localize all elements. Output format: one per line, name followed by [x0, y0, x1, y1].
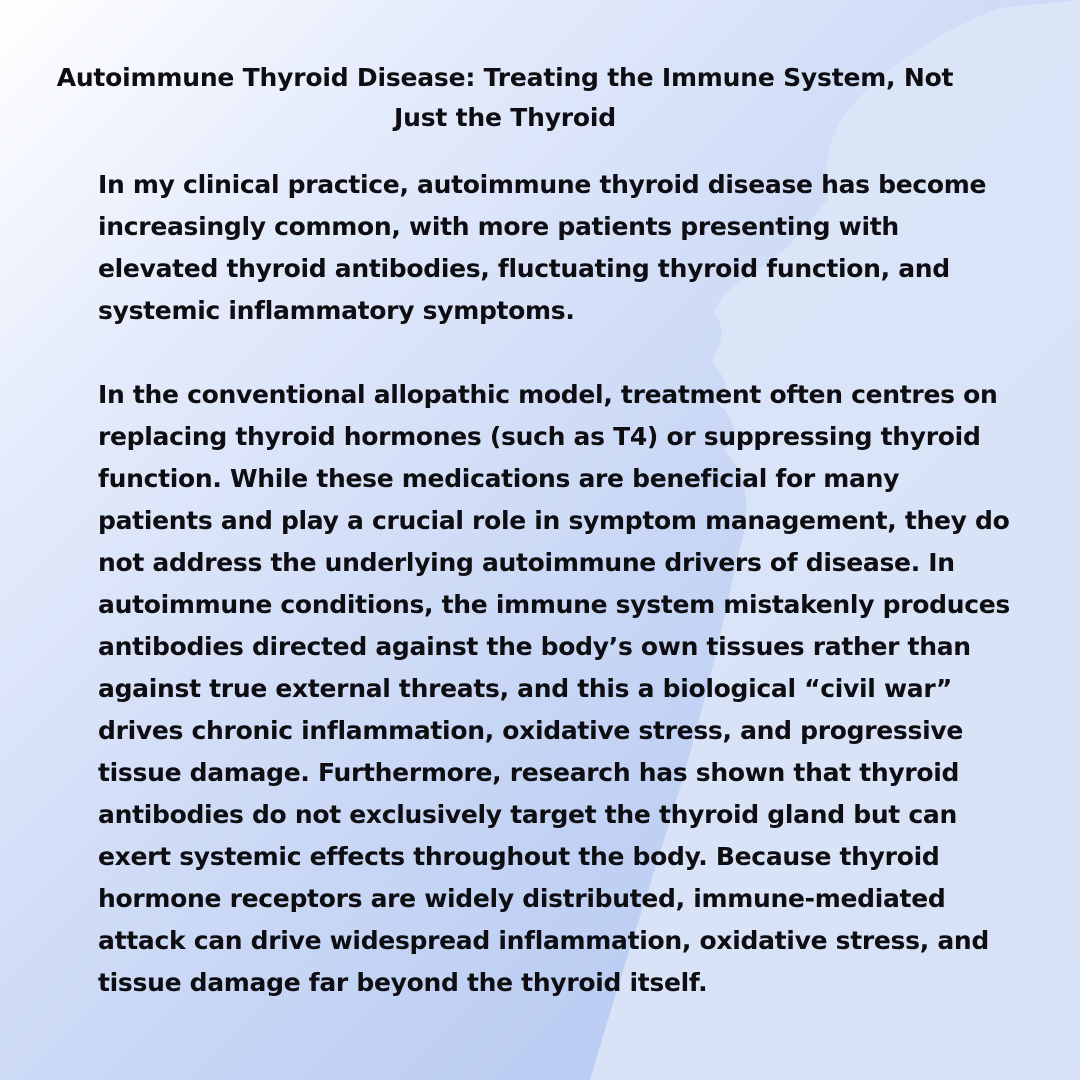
article-body [98, 164, 1018, 1004]
page-title: Autoimmune Thyroid Disease: Treating the Immune System, Not Just the Thyroid [56, 63, 954, 132]
paragraph-conventional-model: In the conventional allopathic model, treatment often centres on replacing thyroid hormones (such as T4) or suppressing thyroid function. While these medications are beneficial for many patients and play a crucial role in symptom management, they do not address the underlying autoimmune drivers of disease. In autoimmune conditions, the immune system mistakenly produces antibodies directed against the body’s own tissues rather than against true external threats, and this a biological “civil war” drives chronic inflammation, oxidative stress, and progressive tissue damage. Furthermore, research has shown that thyroid antibodies do not exclusively target the thyroid gland but can exert systemic effects throughout the body. Because thyroid hormone receptors are widely distributed, immune-mediated attack can drive widespread inflammation, oxidative stress, and tissue damage far beyond the thyroid itself. [98, 380, 1010, 997]
paragraph-intro: In my clinical practice, autoimmune thyroid disease has become increasingly common, with more patients presenting with elevated thyroid antibodies, fluctuating thyroid function, and systemic inflammatory symptoms. [98, 170, 987, 325]
